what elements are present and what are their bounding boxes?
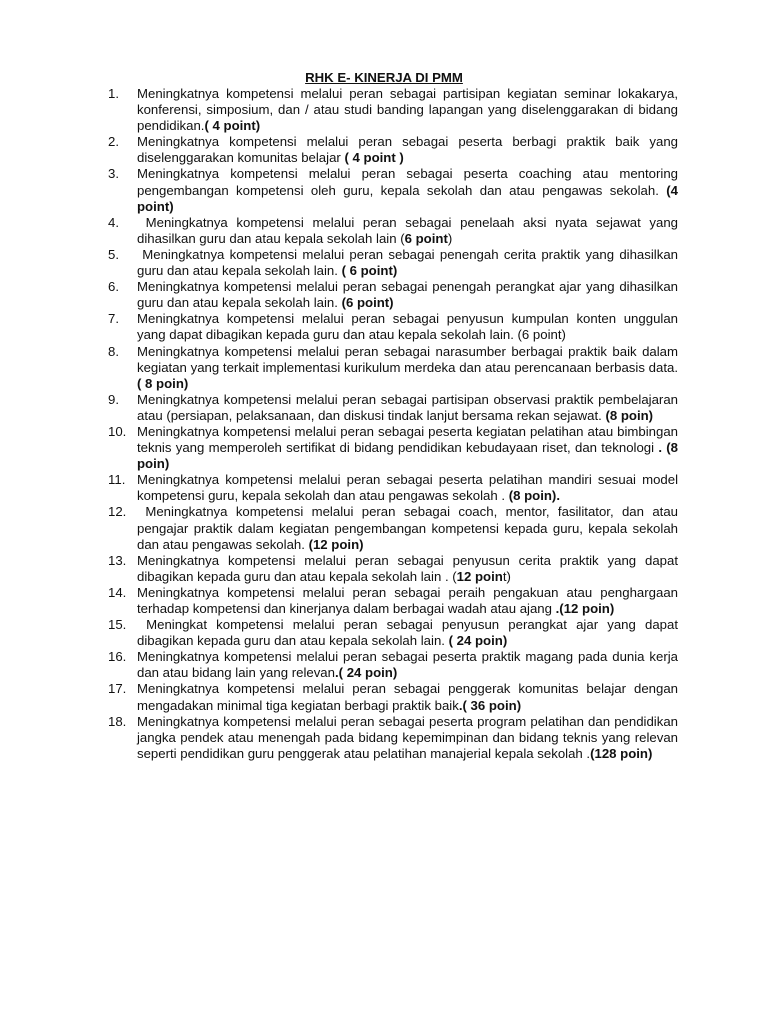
list-item — [108, 166, 678, 214]
item-number: 3. — [108, 166, 119, 182]
item-number: 6. — [108, 279, 119, 295]
item-points: ( 4 point) — [204, 118, 261, 134]
item-number: 14. — [108, 584, 127, 600]
item-text: Meningkatnya kompetensi melalui peran sebagai partisipan observasi praktik pembelajaran atau (persiapan, pelaksanaan, dan diskusi tindak lanjut bersama rekan sejawat. (8 poin) — [137, 391, 678, 423]
item-text: Meningkatnya kompetensi melalui peran sebagai penelaah aksi nyata sejawat yang dihasilkan guru dan atau kepala sekolah lain (6 point) — [137, 214, 678, 246]
list-item — [108, 134, 678, 166]
item-text: Meningkatnya kompetensi melalui peran sebagai penyusun kumpulan konten unggulan yang dapat dibagikan kepada guru dan atau kepala sekolah lain. (6 point) — [137, 311, 678, 343]
list-item — [108, 585, 678, 617]
item-text: Meningkatnya kompetensi melalui peran sebagai penggerak komunitas belajar dengan mengadakan minimal tiga kegiatan berbagi praktik baik.( 36 poin) — [137, 681, 678, 713]
list-item — [108, 247, 678, 279]
item-points: ( 24 poin) — [448, 633, 508, 649]
item-number: 2. — [108, 134, 119, 150]
rhk-list — [108, 86, 678, 762]
item-number: 9. — [108, 391, 119, 407]
item-text: Meningkatnya kompetensi melalui peran sebagai peserta praktik magang pada dunia kerja dan atau bidang lain yang relevan.( 24 poin) — [137, 649, 678, 681]
item-points: ( 8 poin) — [137, 375, 189, 391]
item-points: .(12 poin) — [555, 601, 615, 616]
item-text: Meningkatnya kompetensi melalui peran sebagai penengah perangkat ajar yang dihasilkan guru dan atau kepala sekolah lain. (6 point) — [137, 279, 678, 311]
item-text: Meningkatnya kompetensi melalui peran sebagai peserta kegiatan pelatihan atau bimbingan teknis yang memperoleh sertifikat di bidang pendidikan kebudayaan riset, dan teknologi . (8 poin) — [137, 423, 678, 472]
list-item — [108, 215, 678, 247]
item-number: 10. — [108, 423, 127, 439]
list-item — [108, 714, 678, 762]
list-item — [108, 279, 678, 311]
item-points: ( 4 point ) — [344, 150, 404, 166]
item-number: 7. — [108, 311, 119, 327]
list-item — [108, 649, 678, 681]
item-text: Meningkat kompetensi melalui peran sebagai penyusun perangkat ajar yang dapat dibagikan kepada guru dan atau kepala sekolah lain. ( 24 poin) — [137, 617, 678, 649]
item-number: 12. — [108, 504, 127, 520]
item-text: Meningkatnya kompetensi melalui peran sebagai penyusun cerita praktik yang dapat dibagikan kepada guru dan atau kepala sekolah lain . (12 point) — [137, 552, 678, 584]
item-number: 1. — [108, 86, 119, 101]
item-number: 8. — [108, 343, 119, 359]
item-number: 15. — [108, 617, 127, 633]
item-number: 4. — [108, 214, 119, 230]
item-number: 13. — [108, 552, 127, 568]
list-item — [108, 424, 678, 472]
list-item — [108, 392, 678, 424]
item-points: (4 point) — [137, 182, 678, 214]
list-item — [108, 617, 678, 649]
item-number: 5. — [108, 246, 119, 262]
document-title: RHK E- KINERJA DI PMM — [305, 70, 463, 85]
item-text: Meningkatnya kompetensi melalui peran sebagai penengah cerita praktik yang dihasilkan guru dan atau kepala sekolah lain. ( 6 point) — [137, 246, 678, 279]
list-item — [108, 681, 678, 713]
item-text: Meningkatnya kompetensi melalui peran sebagai peraih pengakuan atau penghargaan terhadap kompetensi dan kinerjanya dalam berbagai wadah atau ajang .(12 poin) — [137, 584, 678, 616]
list-item — [108, 344, 678, 392]
item-text: Meningkatnya kompetensi melalui peran sebagai peserta berbagi praktik baik yang diselenggarakan komunitas belajar ( 4 point ) — [137, 134, 678, 166]
item-points: 12 poin — [456, 568, 503, 584]
item-points: (6 point) — [341, 295, 394, 311]
item-number: 17. — [108, 681, 127, 697]
item-text: Meningkatnya kompetensi melalui peran sebagai peserta pelatihan mandiri sesuai model kompetensi guru, kepala sekolah dan atau pengawas sekolah . (8 poin). — [137, 472, 678, 504]
item-points: .( 24 poin) — [334, 665, 398, 681]
item-points: (8 poin) — [605, 407, 654, 423]
item-points: (8 poin). — [508, 488, 560, 504]
item-number: 16. — [108, 649, 127, 665]
list-item — [108, 553, 678, 585]
list-item — [108, 472, 678, 504]
item-points: . (8 poin) — [137, 440, 678, 472]
item-number: 11. — [108, 472, 126, 488]
list-item — [108, 504, 678, 552]
item-text: Meningkatnya kompetensi melalui peran sebagai peserta coaching atau mentoring pengembangan kompetensi oleh guru, kepala sekolah dan atau pengawas sekolah. (4 point) — [137, 166, 678, 214]
item-points: ( 6 point) — [341, 263, 398, 279]
item-points: (128 poin) — [590, 745, 653, 761]
item-text: Meningkatnya kompetensi melalui peran sebagai narasumber berbagai praktik baik dalam kegiatan yang terkait implementasi kurikulum merdeka dan atau perencanaan berbasis data.( 8 poin) — [137, 343, 678, 391]
item-points: (12 poin) — [308, 536, 364, 552]
list-item — [108, 86, 678, 134]
list-item — [108, 311, 678, 343]
item-points: 6 point — [404, 230, 448, 246]
item-text: Meningkatnya kompetensi melalui peran sebagai coach, mentor, fasilitator, dan atau pengajar praktik dalam kegiatan pengembangan kompetensi kepada guru, kepala sekolah dan atau pengawas sekolah. (12 poin) — [137, 504, 678, 552]
item-text: Meningkatnya kompetensi melalui peran sebagai peserta program pelatihan dan pendidikan jangka pendek atau menengah pada bidang kepemimpinan dan bidang teknis yang relevan seperti pendidikan guru penggerak atau pelatihan manajerial kepala sekolah .(128 poin) — [137, 713, 678, 761]
item-text: Meningkatnya kompetensi melalui peran sebagai partisipan kegiatan seminar lokakarya, konferensi, simposium, dan / atau studi banding lapangan yang diselenggarakan di bidang pendidikan.( 4 point) — [137, 86, 678, 134]
item-points: .( 36 poin) — [458, 697, 522, 713]
item-number: 18. — [108, 713, 127, 729]
